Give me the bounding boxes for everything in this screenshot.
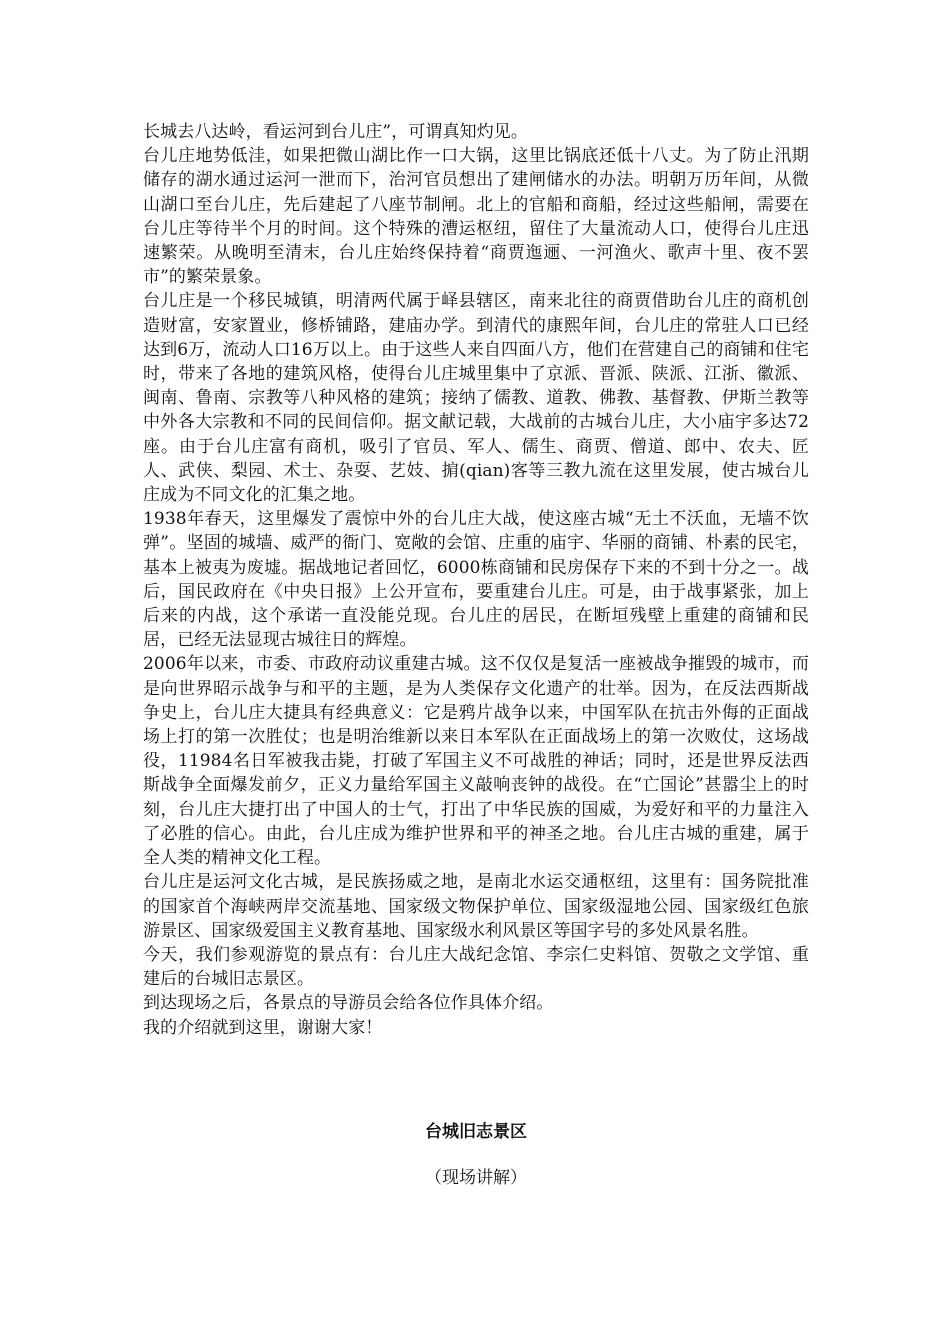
section-title: 台城旧志景区 (425, 1122, 527, 1142)
paragraph-1938-battle: 1938年春天，这里爆发了震惊中外的台儿庄大战，使这座古城“无土不沃血，无墙不饮弹”。坚固的城墙、威严的衙门、宽敞的会馆、庄重的庙宇、华丽的商铺、朴素的民宅，基本上被夷为废墟。据战地记者回忆，6000栋商铺和民房保存下来的不到十分之一。战后，国民政府在《中央日报》上公开宣布，要重建台儿庄。可是，由于战事紧张，加上后来的内战，这个承诺一直没能兑现。台儿庄的居民，在断垣残壁上重建的商铺和民居，已经无法显现古城往日的辉煌。 (143, 509, 809, 651)
paragraph-closing: 我的介绍就到这里，谢谢大家！ (143, 1017, 383, 1038)
section-subtitle: （现场讲解） (425, 1168, 527, 1188)
paragraph-opening-line: 长城去八达岭，看运河到台儿庄”，可谓真知灼见。 (143, 122, 528, 142)
paragraph-guides-note: 到达现场之后，各景点的导游员会给各位作具体介绍。 (143, 993, 554, 1014)
paragraph-terrain-locks: 台儿庄地势低洼，如果把微山湖比作一口大锅，这里比锅底还低十八丈。为了防止汛期储存的湖水通过运河一泄而下，治河官员想出了建闸储水的办法。明朝万历年间，从微山湖口至台儿庄，先后建起了八座节制闸。北上的官船和商船，经过这些船闸，需要在台儿庄等待半个月的时间。这个特殊的漕运枢纽，留住了大量流动人口，使得台儿庄迅速繁荣。从晚明至清末，台儿庄始终保持着“商贾迤逦、一河渔火、歌声十里、夜不罢市”的繁荣景象。 (143, 146, 809, 288)
paragraph-rebuilding: 2006年以来，市委、市政府动议重建古城。这不仅仅是复活一座被战争摧毁的城市，而是向世界昭示战争与和平的主题，是为人类保存文化遗产的壮举。因为，在反法西斯战争史上，台儿庄大捷具有经典意义：它是鸦片战争以来，中国军队在抗击外侮的正面战场上打的第一次胜仗；也是明治维新以来日本军队在正面战场上的第一次败仗，这场战役，11984名日军被我击毙，打破了军国主义不可战胜的神话；同时，还是世界反法西斯战争全面爆发前夕，正义力量给军国主义敲响丧钟的战役。在“亡国论”甚嚣尘上的时刻，台儿庄大捷打出了中国人的士气，打出了中华民族的国威，为爱好和平的力量注入了必胜的信心。由此，台儿庄成为维护世界和平的神圣之地。台儿庄古城的重建，属于全人类的精神文化工程。 (143, 654, 809, 869)
document-body (143, 120, 809, 1040)
paragraph-immigrant-town: 台儿庄是一个移民城镇，明清两代属于峄县辖区，南来北往的商贾借助台儿庄的商机创造财富，安家置业，修桥铺路，建庙办学。到清代的康熙年间，台儿庄的常驻人口已经达到6万，流动人口16万以上。由于这些人来自四面八方，他们在营建自己的商铺和住宅时，带来了各地的建筑风格，使得台儿庄城里集中了京派、晋派、陕派、江浙、徽派、闽南、鲁南、宗教等八种风格的建筑；接纳了儒教、道教、佛教、基督教、伊斯兰教等中外各大宗教和不同的民间信仰。据文献记载，大战前的古城台儿庄，大小庙宇多达72座。由于台儿庄富有商机，吸引了官员、军人、儒生、商贾、僧道、郎中、农夫、匠人、武侠、梨园、术士、杂耍、艺妓、掮(qian)客等三教九流在这里发展，使古城台儿庄成为不同文化的汇集之地。 (143, 291, 809, 506)
paragraph-todays-sights: 今天，我们参观游览的景点有：台儿庄大战纪念馆、李宗仁史料馆、贺敬之文学馆、重建后的台城旧志景区。 (143, 944, 809, 990)
paragraph-canal-culture: 台儿庄是运河文化古城，是民族扬威之地，是南北水运交通枢纽，这里有：国务院批准的国家首个海峡两岸交流基地、国家级文物保护单位、国家级湿地公园、国家级红色旅游景区、国家级爱国主义教育基地、国家级水利风景区等国字号的多处风景名胜。 (143, 872, 809, 941)
